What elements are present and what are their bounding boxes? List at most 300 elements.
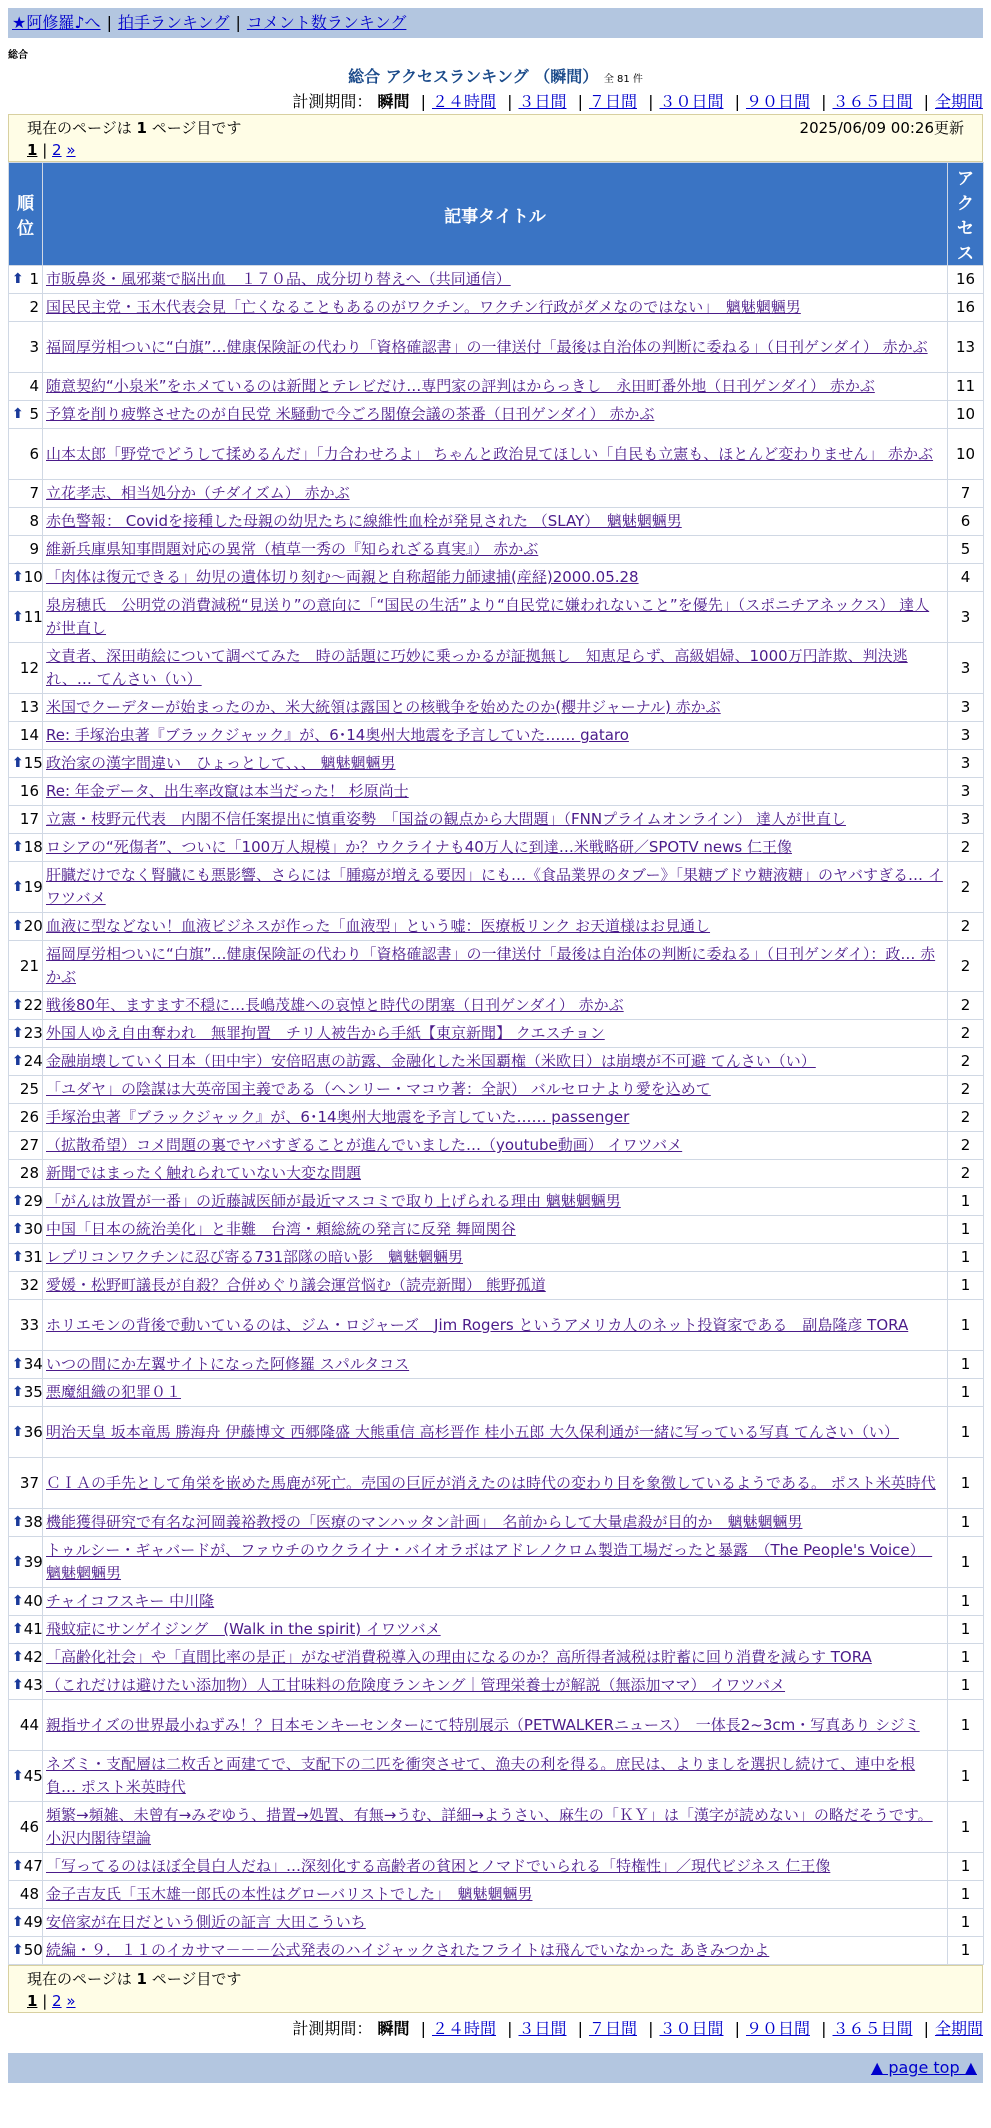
article-title-link[interactable]: 機能獲得研究で有名な河岡義裕教授の「医療のマンハッタン計画」 名前からして大量虐殺が目的か 魑魅魍魎男: [46, 1513, 803, 1531]
article-title-link[interactable]: 福岡厚労相ついに“白旗”…健康保険証の代わり「資格確認書」の一律送付「最後は自治体の判断に委ねる」（日刊ゲンダイ）：政… 赤かぶ: [46, 945, 936, 986]
table-row: [9, 1751, 984, 1802]
table-row: [9, 722, 984, 750]
access-count: 3: [948, 592, 984, 643]
title-cell: [43, 643, 948, 694]
article-title-link[interactable]: 親指サイズの世界最小ねずみ！？日本モンキーセンターにて特別展示（PETWALKERニュース） 一体長2~3cm・写真あり シジミ: [46, 1715, 920, 1734]
period-link-30d-bottom[interactable]: ３０日間: [659, 2019, 724, 2038]
rank-number: 37: [19, 1473, 39, 1492]
rank-cell: [9, 1244, 43, 1272]
access-count: 3: [948, 806, 984, 834]
rank-number: 24: [23, 1052, 43, 1070]
article-title-link[interactable]: 泉房穂氏 公明党の消費減税“見送り”の意向に「“国民の生活”より“自民党に嫌われないこと”を優先」（スポニチアネックス） 達人が世直し: [46, 596, 930, 637]
period-link-365d-bottom[interactable]: ３６５日間: [832, 2019, 913, 2038]
table-row: [9, 564, 984, 592]
rank-up-arrow-icon: ⬆: [12, 1914, 24, 1930]
access-count: 1: [948, 1616, 984, 1644]
rank-number: 13: [19, 698, 39, 716]
rank-number: 10: [23, 568, 43, 586]
rank-cell: [9, 834, 43, 862]
title-cell: [43, 778, 948, 806]
rank-number: 15: [23, 754, 43, 772]
page-title-text: 総合 アクセスランキング （瞬間）: [348, 67, 599, 86]
title-cell: [43, 1700, 948, 1751]
rank-number: 43: [23, 1676, 43, 1694]
title-cell: [43, 1853, 948, 1881]
rank-number: 21: [19, 956, 39, 975]
article-title-link[interactable]: 新聞ではまったく触れられていない大変な問題: [46, 1164, 362, 1182]
item-count: 全 81 件: [603, 74, 643, 85]
access-count: 13: [948, 322, 984, 373]
nav-link-comment-ranking[interactable]: コメント数ランキング: [246, 13, 407, 32]
article-title-link[interactable]: 外国人ゆえ自由奪われ 無罪拘置 チリ人被告から手紙【東京新聞】 クエスチョン: [46, 1024, 605, 1042]
article-title-link[interactable]: 市販鼻炎・風邪薬で脳出血 １７０品、成分切り替えへ（共同通信）: [46, 270, 511, 288]
access-count: 2: [948, 941, 984, 992]
table-row: [9, 1076, 984, 1104]
article-title-link[interactable]: 維新兵庫県知事問題対応の異常（植草一秀の『知られざる真実』） 赤かぶ: [46, 540, 539, 558]
table-row: [9, 480, 984, 508]
access-count: 1: [948, 1909, 984, 1937]
title-cell: [43, 294, 948, 322]
access-count: 2: [948, 1020, 984, 1048]
rank-number: 36: [23, 1422, 43, 1441]
rank-number: 5: [29, 405, 39, 423]
access-count: 1: [948, 1537, 984, 1588]
access-count: 3: [948, 722, 984, 750]
rank-up-arrow-icon: ⬆: [12, 918, 24, 934]
access-count: 1: [948, 1751, 984, 1802]
period-link-3d[interactable]: ３日間: [518, 92, 567, 111]
article-title-link[interactable]: 肝臓だけでなく腎臓にも悪影響、さらには「腫瘍が増える要因」にも…《食品業界のタブー》「果糖ブドウ糖液糖」のヤバすぎる… イワツバメ: [46, 866, 943, 907]
article-title-link[interactable]: 飛蚊症にサンゲイジング (Walk in the spirit) イワツバメ: [46, 1620, 441, 1638]
rank-cell: [9, 266, 43, 294]
access-count: 1: [948, 1351, 984, 1379]
article-title-link[interactable]: 戦後80年、ますます不穏に…長嶋茂雄への哀悼と時代の閉塞（日刊ゲンダイ） 赤かぶ: [46, 996, 624, 1014]
page-2-link[interactable]: 2: [52, 141, 62, 159]
nav-separator: |: [235, 13, 241, 32]
rank-cell: [9, 1909, 43, 1937]
table-row: [9, 1132, 984, 1160]
rank-number: 30: [23, 1220, 43, 1238]
article-title-link[interactable]: 予算を削り疲弊させたのが自民党 米騒動で今ごろ閣僚会議の茶番（日刊ゲンダイ） 赤かぶ: [46, 405, 655, 423]
article-title-link[interactable]: 「高齢化社会」や「直間比率の是正」がなぜ消費税導入の理由になるのか？高所得者減税は貯蓄に回り消費を減らす TORA: [46, 1648, 872, 1666]
article-title-link[interactable]: 赤色警報： Covidを接種した母親の幼児たちに線維性血栓が発見された （SLAY） 魑魅魍魎男: [46, 512, 682, 530]
article-title-link[interactable]: （これだけは避けたい添加物）人工甘味料の危険度ランキング｜管理栄養士が解説（無添加ママ） イワツバメ: [46, 1676, 786, 1694]
period-selector-bottom: 計測期間： 瞬間 | ２４時間 | ３日間 | ７日間 | ３０日間 | ９０日間 | ３６５日間 | 全期間: [292, 2019, 983, 2038]
article-title-link[interactable]: ロシアの“死傷者”、ついに「100万人規模」か？ウクライナも40万人に到達…米戦略研／SPOTV news 仁王像: [46, 838, 792, 856]
table-row: [9, 294, 984, 322]
nav-link-asyura[interactable]: ★阿修羅♪へ: [12, 13, 101, 32]
access-count: 2: [948, 1104, 984, 1132]
rank-cell: [9, 778, 43, 806]
title-cell: [43, 1672, 948, 1700]
access-count: 1: [948, 1509, 984, 1537]
rank-up-arrow-icon: ⬆: [12, 1593, 24, 1609]
access-count: 1: [948, 1379, 984, 1407]
title-cell: [43, 1244, 948, 1272]
title-cell: [43, 1881, 948, 1909]
table-row: [9, 1104, 984, 1132]
rank-cell: [9, 1020, 43, 1048]
title-cell: [43, 1751, 948, 1802]
article-title-link[interactable]: 山本太郎「野党でどうして揉めるんだ」「力合わせろよ」 ちゃんと政治見てほしい「自民も立憲も、ほとんど変わりません」 赤かぶ: [46, 444, 934, 463]
period-link-90d-bottom[interactable]: ９０日間: [745, 2019, 810, 2038]
rank-number: 38: [23, 1513, 43, 1531]
access-count: 1: [948, 1188, 984, 1216]
rank-number: 1: [29, 270, 39, 288]
rank-up-arrow-icon: ⬆: [12, 271, 24, 287]
title-cell: [43, 373, 948, 401]
rank-cell: [9, 1048, 43, 1076]
period-link-30d[interactable]: ３０日間: [659, 92, 724, 111]
rank-number: 40: [23, 1592, 43, 1610]
period-label: 計測期間：: [292, 92, 373, 111]
rank-up-arrow-icon: ⬆: [12, 569, 24, 585]
next-page-link[interactable]: »: [66, 141, 76, 159]
table-row: [9, 913, 984, 941]
page-1-current: 1: [27, 141, 38, 159]
title-cell: [43, 1644, 948, 1672]
header-access: アクセス: [948, 163, 984, 266]
period-link-all[interactable]: 全期間: [934, 92, 983, 111]
table-row: [9, 778, 984, 806]
rank-number: 42: [23, 1648, 43, 1666]
rank-cell: [9, 564, 43, 592]
title-cell: [43, 913, 948, 941]
article-title-link[interactable]: 福岡厚労相ついに“白旗”…健康保険証の代わり「資格確認書」の一律送付「最後は自治体の判断に委ねる」（日刊ゲンダイ） 赤かぶ: [46, 337, 928, 356]
page-2-link-bottom[interactable]: 2: [52, 1992, 62, 2010]
rank-up-arrow-icon: ⬆: [12, 755, 24, 771]
header-rank: 順位: [9, 163, 43, 266]
table-row: [9, 1048, 984, 1076]
article-title-link[interactable]: ＣＩＡの手先として角栄を嵌めた馬鹿が死亡。売国の巨匠が消えたのは時代の変わり目を象徴しているようである。 ポスト米英時代: [46, 1473, 936, 1492]
title-cell: [43, 694, 948, 722]
table-row: [9, 1881, 984, 1909]
table-row: [9, 429, 984, 480]
access-count: 4: [948, 564, 984, 592]
rank-number: 2: [29, 298, 39, 316]
access-count: 5: [948, 536, 984, 564]
rank-number: 16: [19, 782, 39, 800]
title-cell: [43, 592, 948, 643]
rank-up-arrow-icon: ⬆: [12, 1767, 24, 1784]
title-cell: [43, 429, 948, 480]
rank-number: 18: [23, 838, 43, 856]
rank-cell: [9, 1881, 43, 1909]
table-row: [9, 1272, 984, 1300]
title-cell: [43, 1020, 948, 1048]
rank-number: 31: [23, 1248, 43, 1266]
rank-up-arrow-icon: ⬆: [12, 1942, 24, 1958]
table-row: [9, 1853, 984, 1881]
rank-up-arrow-icon: ⬆: [12, 1193, 24, 1209]
period-current: 瞬間: [377, 92, 410, 111]
table-row: [9, 1407, 984, 1458]
table-row: [9, 592, 984, 643]
period-link-365d[interactable]: ３６５日間: [832, 92, 913, 111]
period-link-7d-bottom[interactable]: ７日間: [588, 2019, 637, 2038]
access-count: 1: [948, 1458, 984, 1509]
table-row: [9, 1672, 984, 1700]
article-title-link[interactable]: 立憲・枝野元代表 内閣不信任案提出に慎重姿勢 「国益の観点から大問題」（FNNプライムオンライン） 達人が世直し: [46, 810, 846, 828]
rank-number: 7: [29, 484, 39, 502]
title-cell: [43, 1537, 948, 1588]
rank-number: 46: [19, 1817, 39, 1836]
rank-up-arrow-icon: ⬆: [12, 1356, 24, 1372]
access-count: 1: [948, 1644, 984, 1672]
article-title-link[interactable]: 金子吉友氏「玉木雄一郎氏の本性はグローバリストでした」 魑魅魍魎男: [46, 1885, 533, 1903]
rank-up-arrow-icon: ⬆: [12, 1053, 24, 1069]
header-title: 記事タイトル: [43, 163, 948, 266]
rank-cell: [9, 373, 43, 401]
rank-up-arrow-icon: ⬆: [12, 1677, 24, 1693]
title-cell: [43, 1616, 948, 1644]
updated-timestamp: 2025/06/09 00:26更新: [799, 119, 964, 137]
rank-number: 17: [19, 810, 39, 828]
article-title-link[interactable]: Re: 手塚治虫著『ブラックジャック』が、6･14奥州大地震を予言していた…… gataro: [46, 726, 629, 744]
rank-number: 28: [19, 1164, 39, 1182]
footer-bar: [8, 2053, 983, 2083]
title-cell: [43, 1802, 948, 1853]
article-title-link[interactable]: 頻繁→頻雑、未曾有→みぞゆう、措置→処置、有無→うむ、詳細→ようさい、麻生の「ＫＹ」は「漢字が読めない」の略だそうです。 小沢内閣待望論: [46, 1806, 933, 1847]
article-title-link[interactable]: ネズミ・支配層は二枚舌と両建てで、支配下の二匹を衝突させて、漁夫の利を得る。庶民は、よりましを選択し続けて、連中を根負… ポスト米英時代: [46, 1755, 916, 1796]
rank-up-arrow-icon: ⬆: [12, 839, 24, 855]
rank-number: 29: [23, 1192, 43, 1210]
rank-number: 12: [19, 658, 39, 677]
rank-number: 9: [29, 540, 39, 558]
rank-number: 50: [23, 1941, 43, 1959]
table-row: [9, 1020, 984, 1048]
title-cell: [43, 1351, 948, 1379]
article-title-link[interactable]: 悪魔組織の犯罪０１: [46, 1383, 182, 1401]
title-cell: [43, 806, 948, 834]
table-row: [9, 1244, 984, 1272]
access-count: 1: [948, 1853, 984, 1881]
article-title-link[interactable]: 国民民主党・玉木代表会見「亡くなることもあるのがワクチン。ワクチン行政がダメなのではない」 魑魅魍魎男: [46, 298, 801, 316]
rank-number: 22: [23, 996, 43, 1014]
rank-up-arrow-icon: ⬆: [12, 1221, 24, 1237]
next-page-link-bottom[interactable]: »: [66, 1992, 76, 2010]
table-row: [9, 1616, 984, 1644]
article-title-link[interactable]: 文責者、深田萌絵について調べてみた 時の話題に巧妙に乗っかるが証拠無し 知恵足らず、高級娼婦、1000万円詐欺、判決逃れ、… てんさい（い）: [46, 647, 908, 688]
rank-cell: [9, 1216, 43, 1244]
rank-number: 26: [19, 1108, 39, 1126]
table-row: [9, 834, 984, 862]
table-row: [9, 1909, 984, 1937]
table-row: [9, 941, 984, 992]
article-title-link[interactable]: トゥルシー・ギャバードが、ファウチのウクライナ・バイオラボはアドレノクロム製造工場だったと暴露 （The People's Voice） 魑魅魍魎男: [46, 1541, 933, 1582]
article-title-link[interactable]: 金融崩壊していく日本（田中宇）安倍昭恵の訪露、金融化した米国覇権（米欧日）は崩壊が不可避 てんさい（い）: [46, 1052, 816, 1070]
article-title-link[interactable]: 「ユダヤ」の陰謀は大英帝国主義である（ヘンリー・マコウ著：全訳） バルセロナより愛を込めて: [46, 1080, 711, 1098]
access-count: 2: [948, 913, 984, 941]
rank-cell: [9, 1188, 43, 1216]
rank-cell: [9, 722, 43, 750]
rank-number: 45: [23, 1766, 43, 1785]
period-link-24h-bottom[interactable]: ２４時間: [431, 2019, 496, 2038]
title-cell: [43, 1379, 948, 1407]
table-header-row: [9, 163, 984, 266]
rank-number: 27: [19, 1136, 39, 1154]
title-cell: [43, 1509, 948, 1537]
rank-cell: [9, 1160, 43, 1188]
title-cell: [43, 536, 948, 564]
access-count: 1: [948, 1216, 984, 1244]
period-link-90d[interactable]: ９０日間: [745, 92, 810, 111]
table-row: [9, 862, 984, 913]
article-title-link[interactable]: 愛媛・松野町議長が自殺？合併めぐり議会運営悩む（読売新聞） 熊野孤道: [46, 1276, 546, 1294]
access-count: 2: [948, 1132, 984, 1160]
period-link-3d-bottom[interactable]: ３日間: [518, 2019, 567, 2038]
rank-number: 49: [23, 1913, 43, 1931]
rank-up-arrow-icon: ⬆: [12, 608, 24, 625]
title-cell: [43, 722, 948, 750]
article-title-link[interactable]: 安倍家が在日だという側近の証言 大田こういち: [46, 1913, 366, 1931]
rank-cell: [9, 1700, 43, 1751]
category-label: 総合: [8, 50, 28, 61]
period-link-24h[interactable]: ２４時間: [431, 92, 496, 111]
access-count: 1: [948, 1407, 984, 1458]
title-cell: [43, 1048, 948, 1076]
rank-cell: [9, 694, 43, 722]
table-row: [9, 1300, 984, 1351]
article-title-link[interactable]: 「写ってるのはほぼ全員白人だね」…深刻化する高齢者の貧困とノマドでいられる「特権性」／現代ビジネス 仁王像: [46, 1857, 831, 1875]
title-cell: [43, 862, 948, 913]
period-link-all-bottom[interactable]: 全期間: [934, 2019, 983, 2038]
title-cell: [43, 1104, 948, 1132]
rank-cell: [9, 1509, 43, 1537]
nav-separator: |: [106, 13, 112, 32]
article-title-link[interactable]: 血液に型などない！血液ビジネスが作った「血液型」という嘘：医療板リンク お天道様はお見通し: [46, 917, 711, 935]
access-count: 3: [948, 643, 984, 694]
title-cell: [43, 1160, 948, 1188]
title-cell: [43, 1588, 948, 1616]
title-cell: [43, 322, 948, 373]
title-cell: [43, 941, 948, 992]
title-cell: [43, 564, 948, 592]
rank-cell: [9, 1751, 43, 1802]
rank-up-arrow-icon: ⬆: [12, 1249, 24, 1265]
article-title-link[interactable]: レプリコンワクチンに忍び寄る731部隊の暗い影 魑魅魍魎男: [46, 1248, 463, 1266]
period-link-7d[interactable]: ７日間: [588, 92, 637, 111]
article-title-link[interactable]: 手塚治虫著『ブラックジャック』が、6･14奥州大地震を予言していた…… passenger: [46, 1108, 630, 1126]
rank-number: 35: [23, 1383, 43, 1401]
rank-cell: [9, 1672, 43, 1700]
title-cell: [43, 750, 948, 778]
rank-up-arrow-icon: ⬆: [12, 1423, 24, 1440]
rank-up-arrow-icon: ⬆: [12, 1514, 24, 1530]
title-cell: [43, 834, 948, 862]
rank-number: 4: [29, 377, 39, 395]
article-title-link[interactable]: 明治天皇 坂本竜馬 勝海舟 伊藤博文 西郷隆盛 大熊重信 高杉晋作 桂小五郎 大久保利通が一緒に写っている写真 てんさい（い）: [46, 1422, 899, 1441]
pager-bottom: 現在のページは 1 ページ目です 1 | 2 »: [8, 1965, 983, 2013]
article-title-link[interactable]: 政治家の漢字間違い ひょっとして、、、 魑魅魍魎男: [46, 754, 396, 772]
access-count: 1: [948, 1244, 984, 1272]
access-count: 16: [948, 294, 984, 322]
pager-top: 現在のページは 1 ページ目です 2025/06/09 00:26更新 1 | 2 »: [8, 114, 983, 162]
page-top-link[interactable]: ▲ page top ▲: [870, 2058, 977, 2077]
table-row: [9, 1588, 984, 1616]
article-title-link[interactable]: 立花孝志、相当処分か（チダイズム） 赤かぶ: [46, 484, 350, 502]
rank-cell: [9, 1300, 43, 1351]
rank-cell: [9, 1132, 43, 1160]
table-row: [9, 508, 984, 536]
rank-cell: [9, 1272, 43, 1300]
rank-cell: [9, 508, 43, 536]
rank-cell: [9, 1537, 43, 1588]
table-row: [9, 401, 984, 429]
table-row: [9, 1509, 984, 1537]
current-page-text: 現在のページは 1 ページ目です: [27, 119, 242, 137]
rank-cell: [9, 862, 43, 913]
title-cell: [43, 1407, 948, 1458]
table-row: [9, 1216, 984, 1244]
table-row: [9, 373, 984, 401]
rank-cell: [9, 480, 43, 508]
article-title-link[interactable]: Re: 年金データ、出生率改竄は本当だった！ 杉原尚士: [46, 782, 409, 800]
title-cell: [43, 1216, 948, 1244]
title-cell: [43, 1937, 948, 1965]
rank-number: 47: [23, 1857, 43, 1875]
rank-cell: [9, 1644, 43, 1672]
title-cell: [43, 480, 948, 508]
table-row: [9, 322, 984, 373]
rank-number: 6: [29, 444, 39, 463]
nav-link-clap-ranking[interactable]: 拍手ランキング: [117, 13, 230, 32]
article-title-link[interactable]: （拡散希望）コメ問題の裏でヤバすぎることが進んでいました…（youtube動画） イワツバメ: [46, 1136, 683, 1154]
rank-up-arrow-icon: ⬆: [12, 878, 24, 895]
access-count: 11: [948, 373, 984, 401]
article-title-link[interactable]: 中国「日本の統治美化」と非難 台湾・頼総統の発言に反発 舞岡関谷: [46, 1220, 516, 1238]
article-title-link[interactable]: いつの間にか左翼サイトになった阿修羅 スパルタコス: [46, 1355, 410, 1373]
rank-up-arrow-icon: ⬆: [12, 406, 24, 422]
article-title-link[interactable]: 「肉体は復元できる」幼児の遺体切り刻む～両親と自称超能力師逮捕(産経)2000.05.28: [46, 568, 639, 586]
article-title-link[interactable]: 「がんは放置が一番」の近藤誠医師が最近マスコミで取り上げられる理由 魑魅魍魎男: [46, 1192, 621, 1210]
access-count: 2: [948, 1076, 984, 1104]
article-title-link[interactable]: 続編・９．１１のイカサマ－－－公式発表のハイジャックされたフライトは飛んでいなかった あきみつかよ: [46, 1941, 770, 1959]
rank-cell: [9, 1351, 43, 1379]
article-title-link[interactable]: 随意契約“小泉米”をホメているのは新聞とテレビだけ…専門家の評判はからっきし 永田町番外地（日刊ゲンダイ） 赤かぶ: [46, 377, 875, 395]
table-row: [9, 1160, 984, 1188]
title-cell: [43, 266, 948, 294]
article-title-link[interactable]: チャイコフスキー 中川隆: [46, 1592, 215, 1610]
article-title-link[interactable]: ホリエモンの背後で動いているのは、ジム・ロジャーズ Jim Rogers というアメリカ人のネット投資家である 副島隆彦 TORA: [46, 1315, 909, 1334]
table-row: [9, 750, 984, 778]
table-row: [9, 1537, 984, 1588]
rank-number: 44: [19, 1715, 39, 1734]
rank-cell: [9, 322, 43, 373]
access-count: 2: [948, 1048, 984, 1076]
access-count: 6: [948, 508, 984, 536]
rank-up-arrow-icon: ⬆: [12, 1649, 24, 1665]
rank-cell: [9, 992, 43, 1020]
table-row: [9, 1351, 984, 1379]
access-count: 3: [948, 750, 984, 778]
rank-number: 34: [23, 1355, 43, 1373]
title-cell: [43, 1188, 948, 1216]
rank-up-arrow-icon: ⬆: [12, 1858, 24, 1874]
rank-number: 3: [29, 337, 39, 356]
rank-up-arrow-icon: ⬆: [12, 1025, 24, 1041]
table-row: [9, 1802, 984, 1853]
article-title-link[interactable]: 米国でクーデターが始まったのか、米大統領は露国との核戦争を始めたのか(櫻井ジャーナル) 赤かぶ: [46, 698, 721, 716]
access-count: 1: [948, 1881, 984, 1909]
title-cell: [43, 1300, 948, 1351]
rank-up-arrow-icon: ⬆: [12, 1621, 24, 1637]
rank-number: 8: [29, 512, 39, 530]
table-row: [9, 536, 984, 564]
access-count: 3: [948, 694, 984, 722]
rank-number: 32: [19, 1276, 39, 1294]
table-row: [9, 1700, 984, 1751]
